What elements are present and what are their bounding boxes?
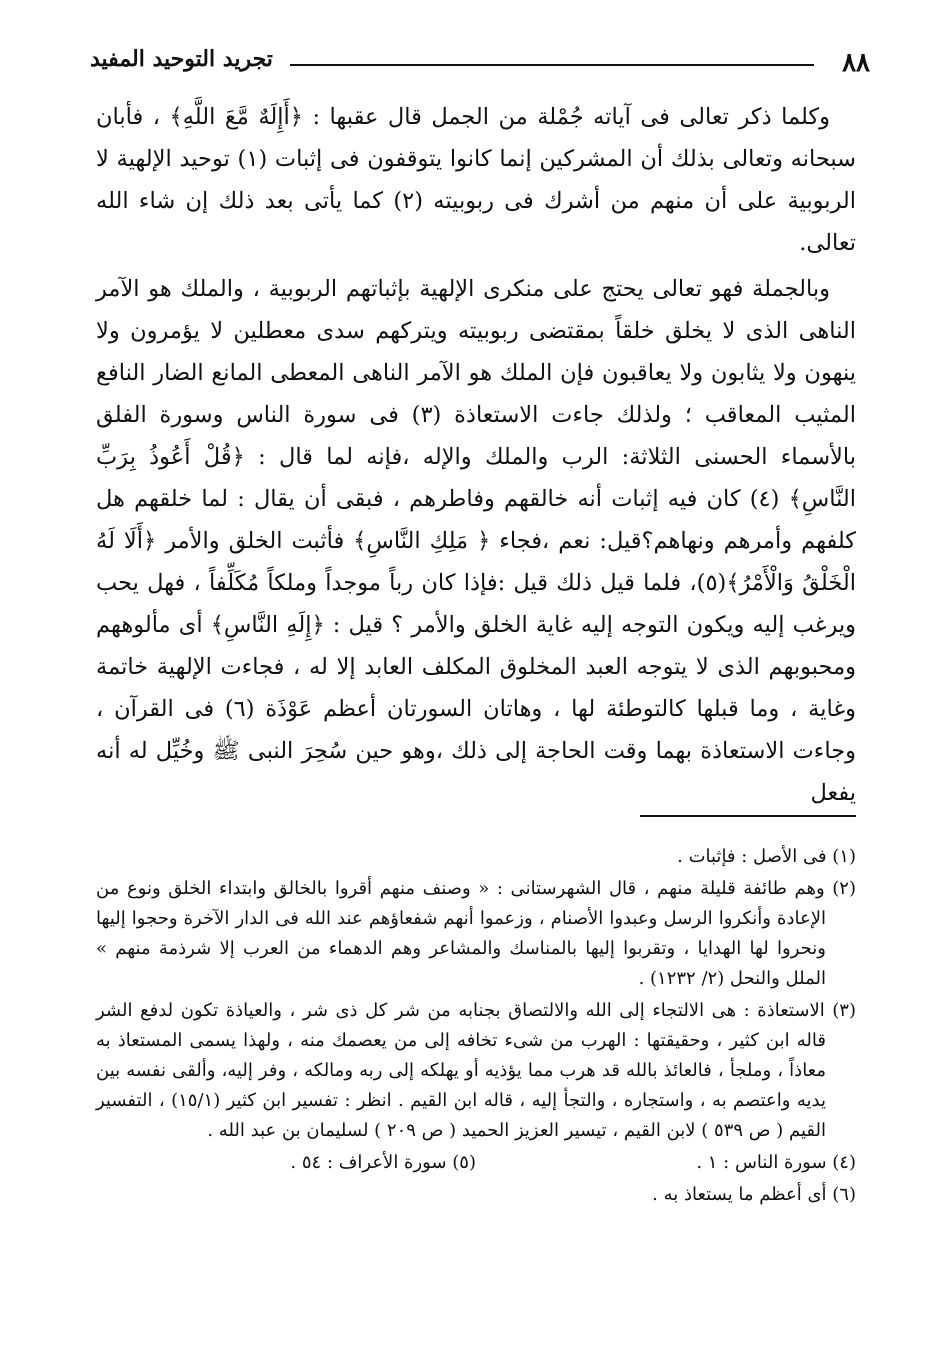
running-title: تجريد التوحيد المفيد bbox=[90, 46, 273, 72]
footnotes bbox=[96, 842, 856, 1212]
main-text bbox=[96, 96, 856, 818]
footnote-3: (٣) الاستعاذة : هى الالتجاء إلى الله والالتصاق بجنابه من شر كل ذى شر ، والعياذة تكون لدفع الشر قاله ابن كثير ، وحقيقتها : الهرب من شىء تخافه إلى من يعصمك منه ، ولهذا يسمى المستعاذ به معاذاً ، وملجأ ، فالعائذ بالله قد هرب مما يؤذيه أو يهلكه إلى ربه ومالكه ، وفر إليه، وألقى نفسه بين يديه واعتصم به ، واستجاره ، والتجأ إليه ، قاله ابن القيم . انظر : تفسير ابن كثير (١٥/١) ، التفسير القيم ( ص ٥٣٩ ) لابن القيم ، تيسير العزيز الحميد ( ص ٢٠٩ ) لسليمان بن عبد الله . bbox=[96, 1000, 856, 1141]
footnote-4: (٤) سورة الناس : ١ . bbox=[696, 1152, 856, 1173]
page-number: ٨٨ bbox=[842, 48, 870, 78]
header-rule bbox=[290, 64, 814, 66]
footnote-5: (٥) سورة الأعراف : ٥٤ . bbox=[290, 1152, 476, 1173]
footnote-1: (١) فى الأصل : فإثبات . bbox=[677, 846, 856, 867]
paragraph: وبالجملة فهو تعالى يحتج على منكرى الإلهية بإثباتهم الربوبية ، والملك هو الآمر الناهى الذى لا يخلق خلقاً بمقتضى ربوبيته ويتركهم سدى معطلين لا يؤمرون ولا ينهون ولا يثابون ولا يعاقبون فإن الملك هو الآمر الناهى المعطى المانع الضار النافع المثيب المعاقب ؛ ولذلك جاءت الاستعاذة (٣) فى سورة الناس وسورة الفلق بالأسماء الحسنى الثلاثة: الرب والملك والإله ،فإنه لما قال : ﴿قُلْ أَعُوذُ بِرَبِّ النَّاسِ﴾ (٤) كان فيه إثبات أنه خالقهم وفاطرهم ، فبقى أن يقال : لما خلقهم هل كلفهم وأمرهم ونهاهم؟قيل: نعم ،فجاء ﴿ مَلِكِ النَّاسِ﴾ فأثبت الخلق والأمر ﴿أَلَا لَهُ الْخَلْقُ وَالْأَمْرُ﴾(٥)، فلما قيل ذلك قيل :فإذا كان رباً موجداً وملكاً مُكَلِّفاً ، فهل يحب ويرغب إليه ويكون التوجه إليه غاية الخلق والأمر ؟ قيل : ﴿إِلَهِ النَّاسِ﴾ أى مألوههم ومحبوبهم الذى لا يتوجه العبد المخلوق المكلف العابد إلا له ، فجاءت الإلهية خاتمة وغاية ، وما قبلها كالتوطئة لها ، وهاتان السورتان أعظم عَوْذَة (٦) فى القرآن ، وجاءت الاستعاذة بهما وقت الحاجة إلى ذلك ،وهو حين سُحِرَ النبى ﷺ وخُيِّل له أنه يفعل bbox=[96, 276, 857, 806]
footnote-6: (٦) أى أعظم ما يستعاذ به . bbox=[652, 1184, 856, 1205]
paragraph: وكلما ذكر تعالى فى آياته جُمْلة من الجمل قال عقبها : ﴿أَإِلَهٌ مَّعَ اللَّهِ﴾ ، فأبان سبحانه وتعالى بذلك أن المشركين إنما كانوا يتوقفون فى إثبات (١) توحيد الإلهية لا الربوبية على أن منهم من أشرك فى ربوبيته (٢) كما يأتى بعد ذلك إن شاء الله تعالى. bbox=[96, 104, 857, 256]
footnote-2: (٢) وهم طائفة قليلة منهم ، قال الشهرستانى : « وصنف منهم أقروا بالخالق وابتداء الخلق ونوع من الإعادة وأنكروا الرسل وعبدوا الأصنام ، وزعموا أنهم شفعاؤهم عند الله فى الدار الآخرة وحجوا إليها ونحروا لها الهدايا ، وتقربوا إليها بالمناسك والمشاعر وهم الدهماء من العرب إلا شرذمة منهم » الملل والنحل (٢/ ١٢٣٢) . bbox=[96, 878, 856, 989]
footnote-row bbox=[96, 1148, 856, 1178]
footnote-separator bbox=[640, 815, 856, 817]
page-header bbox=[90, 42, 870, 82]
